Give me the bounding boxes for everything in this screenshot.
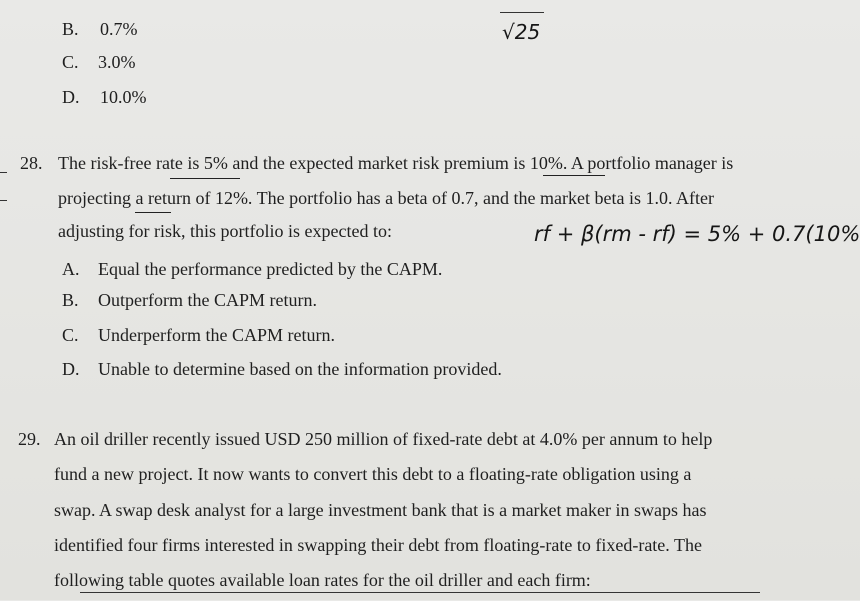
question-text-line: swap. A swap desk analyst for a large investment bank that is a market maker in swaps has bbox=[54, 500, 707, 520]
option-letter: B. bbox=[62, 290, 79, 310]
margin-mark bbox=[0, 172, 7, 173]
option-text: Equal the performance predicted by the CAPM. bbox=[98, 259, 443, 279]
question-number: 29. bbox=[18, 429, 41, 449]
question-text-line: fund a new project. It now wants to convert this debt to a floating-rate obligation using a bbox=[54, 464, 692, 484]
question-text-line: An oil driller recently issued USD 250 million of fixed-rate debt at 4.0% per annum to help bbox=[54, 429, 713, 449]
question-text-line: identified four firms interested in swapping their debt from floating-rate to fixed-rate. The bbox=[54, 535, 702, 555]
option-text: 0.7% bbox=[100, 19, 138, 39]
option-text: 3.0% bbox=[98, 52, 136, 72]
option-a bbox=[62, 258, 443, 280]
option-b bbox=[62, 289, 317, 311]
margin-mark bbox=[0, 200, 7, 201]
question-number: 28. bbox=[20, 153, 43, 173]
underline-premium bbox=[543, 175, 605, 176]
option-text: 10.0% bbox=[100, 87, 147, 107]
option-letter: B. bbox=[62, 19, 79, 39]
option-d bbox=[62, 86, 147, 108]
option-d bbox=[62, 358, 502, 380]
option-letter: A. bbox=[62, 259, 80, 279]
option-text: Unable to determine based on the information provided. bbox=[98, 359, 502, 379]
question-text-line: projecting a return of 12%. The portfolio has a beta of 0.7, and the market beta is 1.0. After bbox=[58, 188, 714, 208]
option-letter: C. bbox=[62, 52, 79, 72]
option-letter: D. bbox=[62, 359, 80, 379]
option-letter: C. bbox=[62, 325, 79, 345]
option-letter: D. bbox=[62, 87, 80, 107]
underline-return bbox=[135, 212, 171, 213]
table-top-edge bbox=[80, 592, 760, 601]
option-c bbox=[62, 51, 136, 73]
question-text-line: following table quotes available loan rates for the oil driller and each firm: bbox=[54, 570, 591, 590]
option-text: Underperform the CAPM return. bbox=[98, 325, 335, 345]
question-text-line: The risk-free rate is 5% and the expected market risk premium is 10%. A portfolio manager is bbox=[58, 153, 734, 173]
question-text-line: adjusting for risk, this portfolio is expected to: bbox=[58, 221, 392, 241]
option-c bbox=[62, 324, 335, 346]
option-text: Outperform the CAPM return. bbox=[98, 290, 317, 310]
handwritten-capm-formula: rf + β(rm - rf) = 5% + 0.7(10% bbox=[534, 222, 860, 246]
underline-risk-free-rate bbox=[170, 178, 240, 179]
handwritten-root: √25 bbox=[502, 20, 541, 44]
fraction-bar bbox=[500, 12, 544, 13]
option-b bbox=[62, 18, 138, 40]
